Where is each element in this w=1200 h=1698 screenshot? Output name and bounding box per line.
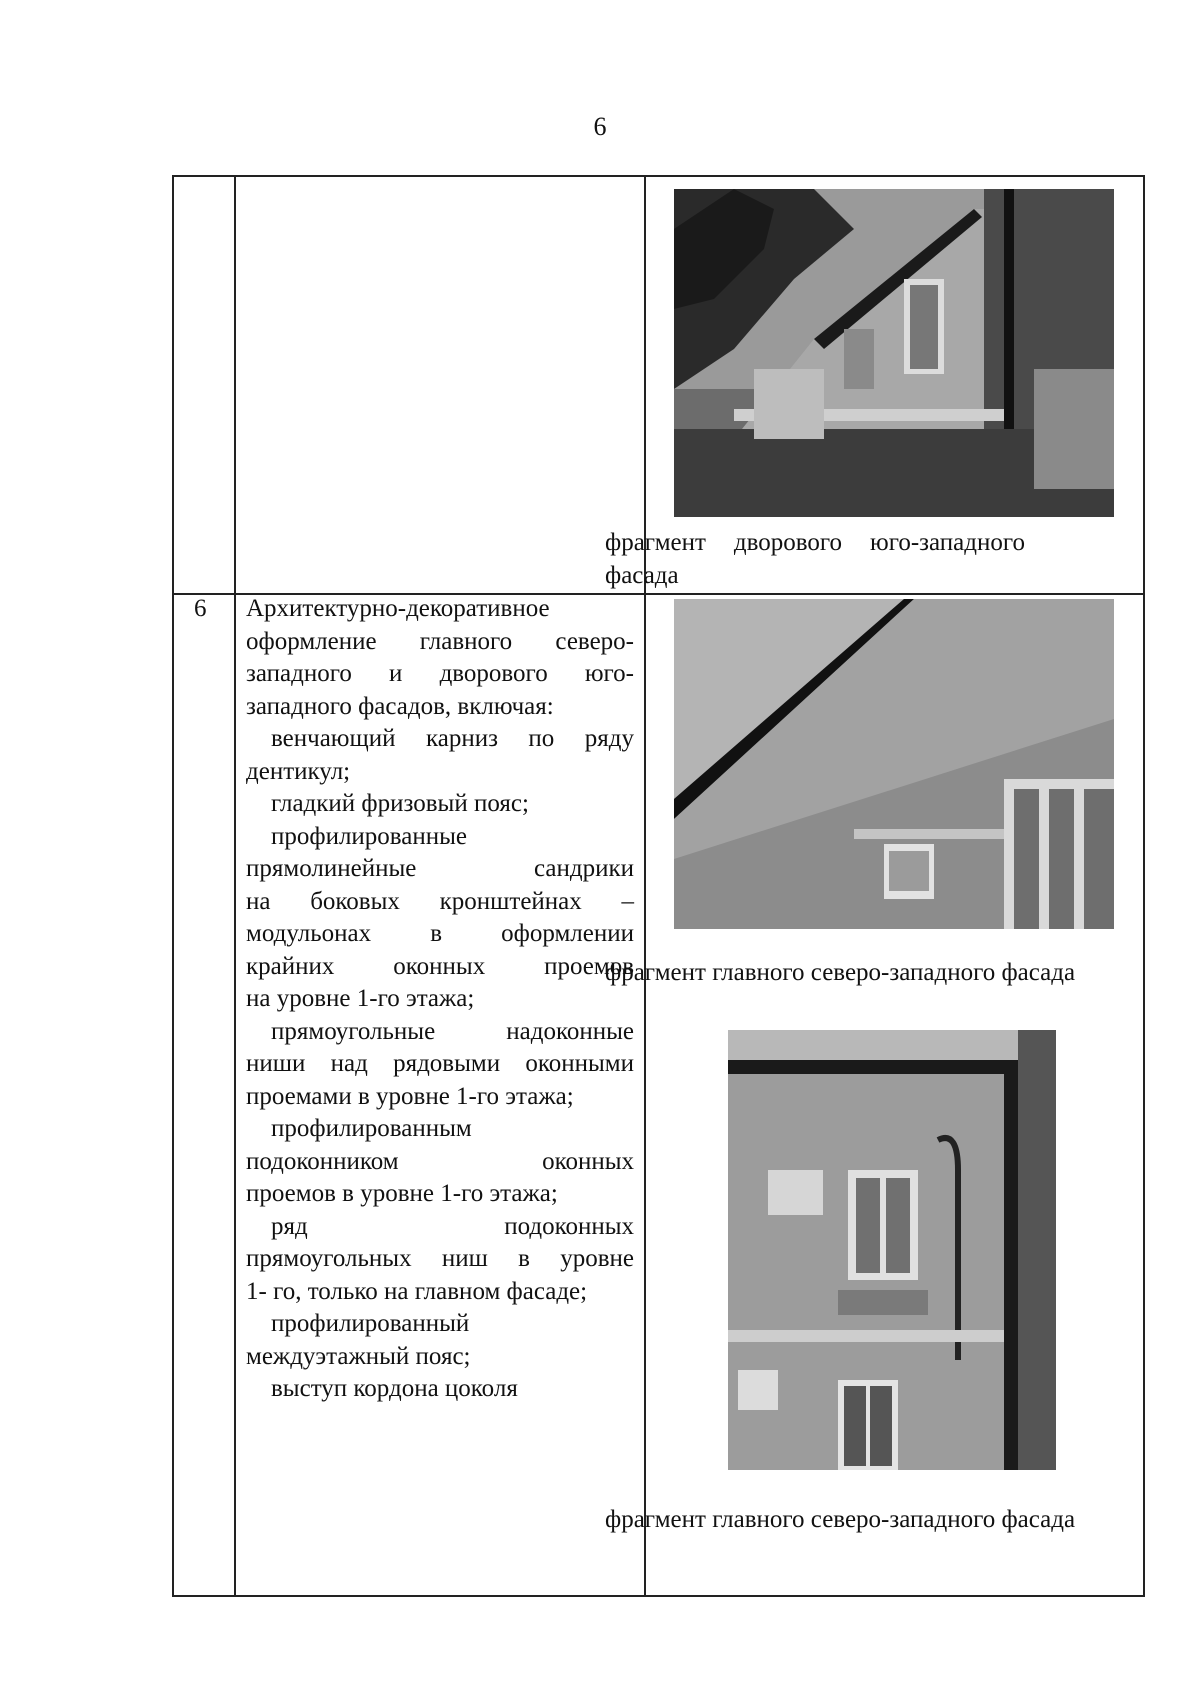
photo-caption: фрагмент дворового юго-западного фасада	[605, 529, 1025, 589]
description-line: прямолинейные сандрики	[246, 855, 634, 882]
description-line: крайних оконных проемов	[246, 952, 634, 980]
heritage-table	[172, 175, 1145, 1596]
description-line: прямоугольных ниш в уровне	[246, 1245, 634, 1272]
description-line: оформление главного северо-	[246, 627, 634, 655]
description-line: западного и дворового юго-	[246, 660, 634, 687]
row-description	[246, 593, 634, 1406]
table-border-left	[172, 175, 174, 1596]
page-number: 6	[593, 112, 607, 141]
description-line: гладкий фризовый пояс;	[271, 790, 529, 817]
description-line: подоконником оконных	[246, 1147, 634, 1175]
table-border-right	[1143, 175, 1145, 1596]
table-border-bottom	[172, 1595, 1145, 1597]
description-line: ряд подоконных	[271, 1212, 634, 1240]
description-line: прямоугольные надоконные	[271, 1017, 634, 1045]
description-line: выступ кордона цоколя	[271, 1375, 518, 1402]
description-line: дентикул;	[246, 757, 351, 785]
description-line: Архитектурно-декоративное	[246, 595, 550, 622]
description-line: профилированным	[271, 1115, 472, 1142]
column-divider-1	[234, 175, 236, 1596]
row-number: 6	[194, 595, 207, 622]
description-line: профилированный	[271, 1310, 470, 1337]
column-divider-2	[644, 175, 646, 1596]
table-border-top	[172, 175, 1145, 177]
photo-main-northwest-facade-windows	[728, 1030, 1056, 1470]
description-line: профилированные	[271, 822, 468, 850]
photo-main-northwest-facade-cornice	[674, 599, 1114, 929]
description-line: проемов в уровне 1-го этажа;	[246, 1180, 558, 1207]
description-line: на боковых кронштейнах –	[246, 887, 634, 915]
description-line: западного фасадов, включая:	[246, 692, 554, 720]
description-line: модульонах в оформлении	[246, 920, 634, 947]
description-line: проемами в уровне 1-го этажа;	[246, 1082, 574, 1110]
description-line: 1- го, только на главном фасаде;	[246, 1277, 588, 1305]
description-line: междуэтажный пояс;	[246, 1342, 471, 1370]
description-line: венчающий карниз по ряду	[271, 725, 634, 752]
photo-caption: фрагмент главного северо-западного фасада	[605, 1506, 1076, 1533]
description-line: на уровне 1-го этажа;	[246, 985, 475, 1012]
description-line: ниши над рядовыми оконными	[246, 1050, 634, 1077]
photo-caption: фрагмент главного северо-западного фасада	[605, 959, 1076, 986]
photo-courtyard-southwest-facade	[674, 189, 1114, 517]
